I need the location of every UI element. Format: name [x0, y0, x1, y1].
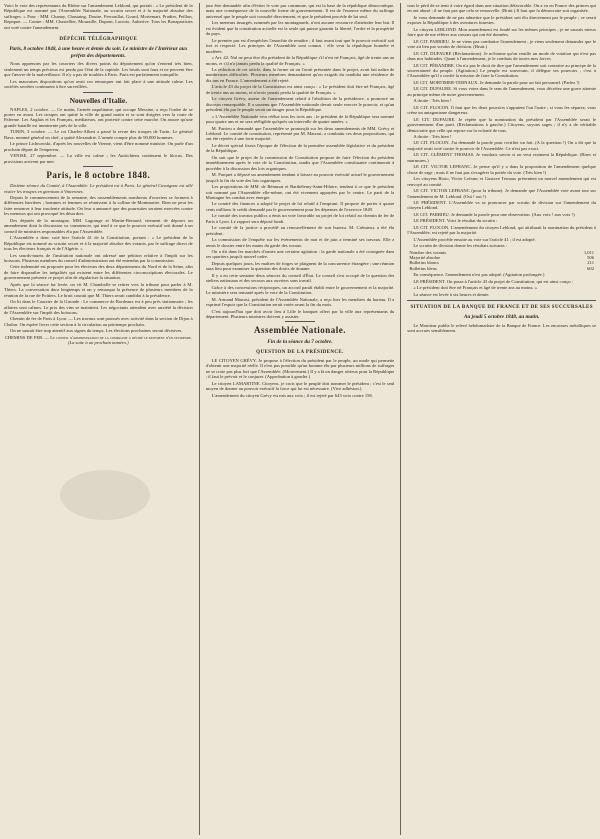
vote-value: 506 [587, 254, 595, 260]
article-paragraph: Le premier pas est d'empêcher l'anarchie de renaître ; il faut avant tout que le pouvoir exécutif soit fort et respecté. Les principes de l'Assemblée sont connus : elle veut la république honnête et modérée. [205, 37, 395, 54]
article-paragraph: Chemin de fer de Paris à Lyon. — Les travaux sont poussés avec activité dans la section de Dijon à Chalon. On espère livrer cette section à la circulation au printemps prochain. [4, 316, 193, 327]
article-paragraph: M. Parrieu a demandé que l'assemblée se prononçât sur les deux amendements de MM. Grévy et Leblond. Le comité de constitution, représenté par M. Marrast, a combattu ces deux propositions, qui ont été rejetées à une forte majorité. [205, 125, 395, 142]
article-paragraph: A droite : Très bien ! [413, 98, 452, 104]
section-title-assemblee: Assemblée Nationale. [254, 325, 346, 336]
article-paragraph: Grâce à des concessions réciproques, un accord paraît établi entre le gouvernement et la majorité. Le ministère sera remanié après le vote de la Constitution. [205, 284, 395, 296]
article-paragraph: LE CIT. DUFAURE. Je répète que la nomination du président par l'Assemblée serait le gouvernement d'un parti. (Réclamations à gauche.) Citoyens, soyons sages ; il n'y a de véritable démocratie que celle qui repose sur la volonté de tous. [407, 116, 597, 133]
article-paragraph: M. Armand Marrast, président de l'Assemblée Nationale, a reçu hier les membres du bureau. Il a exprimé l'espoir que la Constitution serait votée avant la fin du mois. [205, 296, 395, 308]
article-paragraph: NAPLES, 2 octobre. — Ce matin, l'armée napolitaine, qui occupe Messine, a reçu l'ordre de se porter en avant. Les troupes ont quitté la ville de grand matin et se sont dirigées vers la route de Palerme. Les Anglais et les Français, médiateurs, ont protesté contre cette marche. On assure qu'une grande bataille est imminente près de la ville. [4, 106, 193, 128]
article-paragraph: Cette indemnité est proposée pour les électeurs des deux départements du Nord et de la Seine, afin de faire disparaître les inégalités qui existent entre les différentes circonscriptions électorales. Le gouvernement présente ce projet afin de régulariser la situation. [4, 264, 193, 281]
vote-value: 211 [587, 260, 595, 266]
section-subtitle: Fin de la séance du 7 octobre. [267, 339, 333, 346]
article-paragraph: C'est aujourd'hui que doit avoir lieu à Lille le banquet offert par la ville aux représentants du département. Plusieurs ministres doivent y assister. [205, 308, 395, 320]
article-paragraph: L'Assemblée a donc voté hier l'article 41 de la Constitution, portant : « Le président de la République est nommé au scrutin secret et à la majorité absolue des votants, par le suffrage direct de tous les électeurs français et de l'Algérie. » [4, 235, 193, 252]
article-paragraph: On a dit dans les marchés d'armes une certaine agitation : la garde nationale a été consignée dans ses quartiers jusqu'à nouvel ordre. [205, 249, 395, 260]
article-paragraph: Le comité des finances a adopté le projet de loi relatif à l'emprunt. Il propose de porter à quatre cents millions le crédit demandé par le gouvernement pour les dépenses de l'exercice 1849. [205, 201, 395, 212]
section-title-italie: Nouvelles d'Italie. [69, 95, 128, 105]
article-paragraph: Les sourds-muets de l'institution nationale ont adressé une pétition relative à l'impôt sur les boissons. Plusieurs membres du conseil d'administration ont été entendus par la commission. [4, 252, 193, 263]
article-paragraph: L'Assemblée procède ensuite au vote sur l'article 41 ; il est adopté. [413, 236, 536, 242]
article-paragraph: VENISE, 27 septembre. — La ville est calme ; les Autrichiens continuent le blocus. Des provisions arrivent par mer. [4, 153, 193, 164]
vote-label: Bulletins blancs [409, 260, 439, 266]
article-paragraph: « Art. 42. Nul ne peut être élu président de la République s'il n'est né Français, âgé de trente ans au moins, et s'il n'a jamais perdu la qualité de Français. » [205, 55, 395, 66]
column-1 [4, 3, 193, 835]
article-paragraph: LE CIT. CLÉMENT THOMAS. Je voudrais savoir si on veut vraiment la République. (Rires et murmures.) [407, 152, 597, 163]
article-paragraph: Le décret spécial fixera l'époque de l'élection de la première assemblée législative et du président de la République. [205, 142, 395, 154]
vote-value: 1,011 [583, 249, 595, 255]
footer-suite: (La suite à un prochain numéro.) [68, 340, 129, 346]
article-paragraph: Depuis quelques jours, les maîtres de forges se plaignent de la concurrence étrangère ; une réunion aura lieu pour examiner la question des droits de douane. [205, 260, 395, 272]
article-paragraph: L'article 43 du projet de la Constitution est ainsi conçu : « Le président doit être né Français, âgé de trente ans au moins, et n'avoir jamais perdu la qualité de Français. » [205, 84, 395, 95]
article-paragraph: LE CIT. MORTIMER-TERNAUX. Je demande la parole pour un fait personnel. (Parlez !) [413, 79, 580, 85]
article-paragraph: Des députés de la montagne, MM. Lagrange et Martin-Bernard, viennent de déposer un amendement dont la discussion va commencer, qui tend à ce que le pouvoir exécutif soit donné à un conseil de ministres responsables élu par l'Assemblée. [4, 217, 193, 234]
divider [407, 300, 596, 301]
vote-value: 602 [587, 265, 595, 271]
article-paragraph: Je vous demande de ne pas admettre que le président soit élu directement par le peuple ; ce serait exposer la République à des aventures funestes. [407, 14, 597, 26]
vote-label: Bulletins bleus [409, 265, 437, 271]
column-2 [206, 3, 395, 835]
article-paragraph: Il y a eu cette semaine deux séances du conseil d'État. Le conseil s'est occupé de la question des ateliers nationaux et des secours aux ouvriers sans travail. [205, 272, 395, 284]
article-paragraph: LE CIT. VICTOR LEFRANC. Je pense qu'il y a dans la proposition de l'amendement quelque chose de sage ; mais il ne faut pas s'exagérer la portée du vote. (Très bien !) [407, 164, 597, 175]
vote-row [407, 266, 596, 271]
article-paragraph: La rédaction de cet article, dans la forme où on l'avait présentée dans le projet, avait fait naître de nombreuses difficultés. Plusieurs membres demandaient qu'on exigeât du candidat une résidence de dix ans en France. L'amendement a été rejeté. [205, 66, 395, 83]
article-paragraph: La commission de l'enquête sur les événements de mai et de juin a terminé ses travaux. Elle a remis le dossier entre les mains du garde des sceaux. [205, 237, 395, 248]
depeche-subtitle: Paris, 8 octobre 1848, à une heure et demie du soir. Le ministre de l'Intérieur aux préfets des départements. [9, 46, 188, 59]
article-paragraph: L'amendement du citoyen Grévy est mis aux voix ; il est rejeté par 643 voix contre 158. [211, 392, 373, 398]
vote-results-table [407, 250, 596, 272]
article-paragraph: LE PRÉSIDENT. Voici le résultat du scrutin : [413, 218, 498, 224]
column-rule [400, 3, 401, 835]
depeche-title: DÉPÊCHE TÉLÉGRAPHIQUE [59, 37, 138, 43]
article-paragraph: TURIN, 3 octobre. — Le roi Charles-Albert a passé la revue des troupes de Turin. Le général Bava, nommé général en chef, a quitté Alexandrie. L'armée compte plus de 90,000 hommes. [4, 129, 193, 140]
footer-caps: CHEMINS DE FER. — Le conseil d'administration de la compagnie a décidé le payement d'un dividende. [4, 334, 192, 340]
article-paragraph: LE CIT. FLOCON. Il faut que les deux pouvoirs s'appuient l'un l'autre ; si vous les séparez, vous créez un antagonisme dangereux. [407, 104, 597, 116]
intro-paragraph: Voici le vote des représentants du Rhône sur l'amendement Leblond, qui portait : « Le président de la République est nommé par l'Assemblée Nationale, au scrutin secret et à la majorité absolue des suffrages. » Pour : MM. Chanay, Chastaing, Doutre, Ferrouillat, Gourd, Mortemart, Pradier, Peillon, Repiquet. — Contre : MM. Chastellier, Mouraille, Dupont, Lacroix, Auberive. Tous les Bonapartistes ont voté contre l'amendement. [4, 3, 193, 30]
column-3 [407, 3, 596, 835]
article-paragraph: On ne saurait être trop attentif aux signes du temps. Les élections prochaines seront décisives. [10, 328, 183, 334]
depeche-paragraph: Nous apprenons par les courriers des divers points du département qu'on s'entend très bien, seulement un temps précieux est perdu par l'état de la capitale. Les bruits sont faux et ne peuvent être que l'œuvre de la malveillance. Il n'y a pas de troubles à Paris. Paris est parfaitement tranquille. [4, 61, 193, 78]
article-paragraph: LE CIT. FLOCON. J'ai demandé la parole pour rectifier un fait. (A la question !) On a dit que la majorité avait voté contre le pouvoir de l'Assemblée. Ce n'est pas exact. [407, 140, 597, 151]
article-paragraph: Le comité des travaux publics a émis un vote favorable au projet de loi relatif au chemin de fer de Paris à Lyon. Le rapport sera déposé lundi. [205, 213, 395, 224]
article-paragraph: LE CIT. PARRIEU. Je ne viens pas combattre l'amendement ; je viens seulement demander que le vote ait lieu par scrutin de division. (Bruit.) [407, 38, 597, 50]
situation-title: SITUATION DE LA BANQUE DE FRANCE ET DE SES SUCCURSALES [410, 305, 593, 311]
situation-subtitle: Au jeudi 5 octobre 1848, au matin. [463, 314, 540, 321]
article-paragraph: LE CIT. DUFAURE. Si vous votez dans le sens de l'amendement, vous décrétez une grave atteinte au principe même de notre gouvernement. [407, 86, 597, 97]
article-paragraph: En conséquence, l'amendement n'est pas adopté. (Agitation prolongée.) [413, 272, 545, 278]
question-title: QUESTION DE LA PRÉSIDENCE. [256, 349, 344, 355]
divider [83, 166, 113, 167]
depeche-paragraph: Les mauvaises dispositions qu'on avait cru remarquer ont fait place à une attitude calme. Les sociétés secrètes continuent à être surveillées. [4, 78, 193, 90]
article-paragraph: Le comité de la justice a procédé au renouvellement de son bureau. M. Crémieux a été élu président. [205, 225, 395, 236]
article-paragraph: Le scrutin de division donne les résultats suivants : [413, 243, 507, 249]
article-paragraph: Le Moniteur publie le relevé hebdomadaire de la Banque de France. Les encaisses métalliques se sont accrues sensiblement. [407, 322, 597, 333]
article-paragraph: LE CITOYEN GRÉVY. Je propose à l'élection du président par le peuple, un mode qui permette d'obtenir une majorité réelle. Il n'est pas possible qu'un homme élu par plusieurs millions de suffrages ne se croie pas plus fort que l'Assemblée. (Mouvement.) Il y a là un danger sérieux pour la République ; il faut le prévoir et le conjurer. (Approbation à gauche.) [205, 357, 395, 380]
article-paragraph: LE CIT. VICTOR LEFRANC (pour la tribune). Je demande que l'Assemblée vote avant tout sur l'amendement de M. Leblond. (Oui ! oui !) [407, 188, 597, 199]
article-paragraph: Le citoyen LAMARTINE. Citoyens, je crois que le peuple doit nommer le président ; c'est le seul moyen de donner au pouvoir exécutif la force qui lui est nécessaire. (Vive adhésion.) [205, 380, 395, 392]
article-paragraph: La séance est levée à six heures et demie. [413, 291, 490, 297]
article-paragraph: LE CIT. FLOCON. L'amendement du citoyen Leblond, qui attribuait la nomination du président à l'Assemblée, est rejeté par la majorité. [407, 224, 597, 236]
article-paragraph: Le prince Lichnowski, d'après les nouvelles de Vienne, vient d'être nommé ministre. On parle d'un prochain départ de l'empereur. [4, 141, 193, 152]
article-paragraph: LE CIT. PÉRANDRE. On n'a pas le droit de dire que l'amendement soit contraire au principe de la souveraineté du peuple. (Agitation.) Le peuple est souverain, il délègue ses pouvoirs ; c'est à l'Assemblée qu'il a confié la mission de faire la Constitution. [407, 62, 597, 79]
article-paragraph: M. Parquet a déposé un amendement tendant à laisser au pouvoir exécutif actuel le gouvernement jusqu'à la fin du vote des lois organiques. [205, 172, 395, 183]
column-rule [199, 3, 200, 835]
article-paragraph: Le citoyen Grévy, auteur de l'amendement relatif à l'abolition de la présidence, a prononcé un discours remarquable. Il a soutenu que l'Assemblée nationale devait seule exercer le pouvoir, et qu'un président élu par le peuple serait un danger pour la République. [205, 96, 395, 113]
section-title-paris: Paris, le 8 octobre 1848. [46, 170, 151, 181]
article-paragraph: Les meneurs insurgés, nommés par les montagnards, n'ont aucune ressource d'atteindre leur but. Il est évident que la constitution actuelle est la seule qui puisse garantir la liberté, l'ordre et la prospérité du pays. [205, 20, 395, 37]
article-paragraph: LE CIT. DUFAURE (Réclamations). Je m'étonne qu'on veuille un mode de votation qui n'est pas dans nos habitudes. Quant à l'amendement, je le combats de toutes mes forces. [407, 50, 597, 62]
article-paragraph: Les propositions de MM. de Rémusat et Barthélemy-Saint-Hilaire, tendant à ce que le président soit nommé par l'Assemblée elle-même, ont été vivement appuyées par le centre. Le parti de la Montagne les combat avec énergie. [205, 184, 395, 200]
article-paragraph: A droite : Très bien ! [413, 133, 452, 139]
article-paragraph: LE PRÉSIDENT. On passe à l'article 43 du projet de Constitution, qui est ainsi conçu : [413, 278, 573, 284]
article-paragraph: jour être demandée afin d'éviter le vote par commune, qui est la base de la république démocratique, mais une conséquence de la nouvelle forme de gouvernement. Il est de l'essence même du suffrage universel que le peuple soit consulté directement, et que le président procède de lui seul. [205, 3, 395, 19]
article-paragraph: LE CIT. PARRIEU. Je demande la parole pour une observation. (Aux voix ! aux voix !) [413, 211, 575, 217]
article-paragraph: Depuis le commencement de la semaine, des rassemblements nombreux d'ouvriers se forment à différentes barrières ; hommes et femmes se réunissent à la colline de Montmartre. Rien ne peut les faire renoncer à leur insolente attitude. On leur a annoncé que des poursuites seraient exercées contre les meneurs qui ont provoqué les désordres. [4, 194, 193, 217]
article-paragraph: Le citoyen LEBLOND. Mon amendement est fondé sur les mêmes principes ; je ne saurais mieux faire que de me référer aux raisons qui ont été données. [407, 26, 597, 38]
article-paragraph: « Le président doit être né Français et âgé de trente ans au moins. » [413, 285, 537, 291]
divider [83, 92, 113, 93]
vote-label: Nombre des votants [409, 249, 447, 255]
divider [83, 32, 113, 33]
article-paragraph: LE PRÉSIDENT. L'Assemblée va se prononcer par scrutin de division sur l'amendement du citoyen Leblond. [407, 199, 597, 211]
vote-label: Majorité absolue [409, 254, 441, 260]
article-paragraph: « L'Assemblée Nationale sera réélue tous les trois ans ; le président de la République sera nommé pour quatre ans et ne sera rééligible qu'après un intervalle de quatre années. » [205, 113, 395, 125]
divider [285, 321, 315, 322]
article-paragraph: Les citoyens Bixio, Victor Lefranc et Gustave Ternaux présentent un nouvel amendement qui est renvoyé au comité. [407, 176, 597, 187]
article-paragraph: On lit dans le Courrier de la Gironde : Le commerce de Bordeaux est à peu près stationnaire ; les affaires sont calmes. Le prix des vins se maintient. Les négociants attendent avec anxiété la décision de l'Assemblée sur l'impôt des boissons. [4, 299, 193, 316]
article-paragraph: tous le péril de se tenir à votre égard dans une situation défavorable. On a vu en France des princes qui en ont abusé ; il ne faut pas que cela se renouvelle. (Bruit.) Il faut que la démocratie soit organisée. [407, 3, 597, 14]
article-paragraph: On sait que le projet de la commission de Constitution propose de faire l'élection du président immédiatement après le vote de la Constitution, tandis que l'Assemblée constituante continuerait à procéder à la discussion des lois organiques. [205, 154, 395, 171]
article-paragraph: Après que la séance fut levée, on vit M. Chambolle se retirer vers la tribune pour parler à M. Thiers. La conversation dura longtemps et on y remarqua la présence de plusieurs membres de la réunion de la rue de Poitiers. Le bruit courait que M. Thiers serait candidat à la présidence. [4, 281, 193, 298]
section-subtitle: Dixième séance du Comité, à l'Assemblée. Le président est à Paris. Le général Cavaignac est allé visiter les troupes en garnison à Vincennes. [4, 183, 193, 194]
